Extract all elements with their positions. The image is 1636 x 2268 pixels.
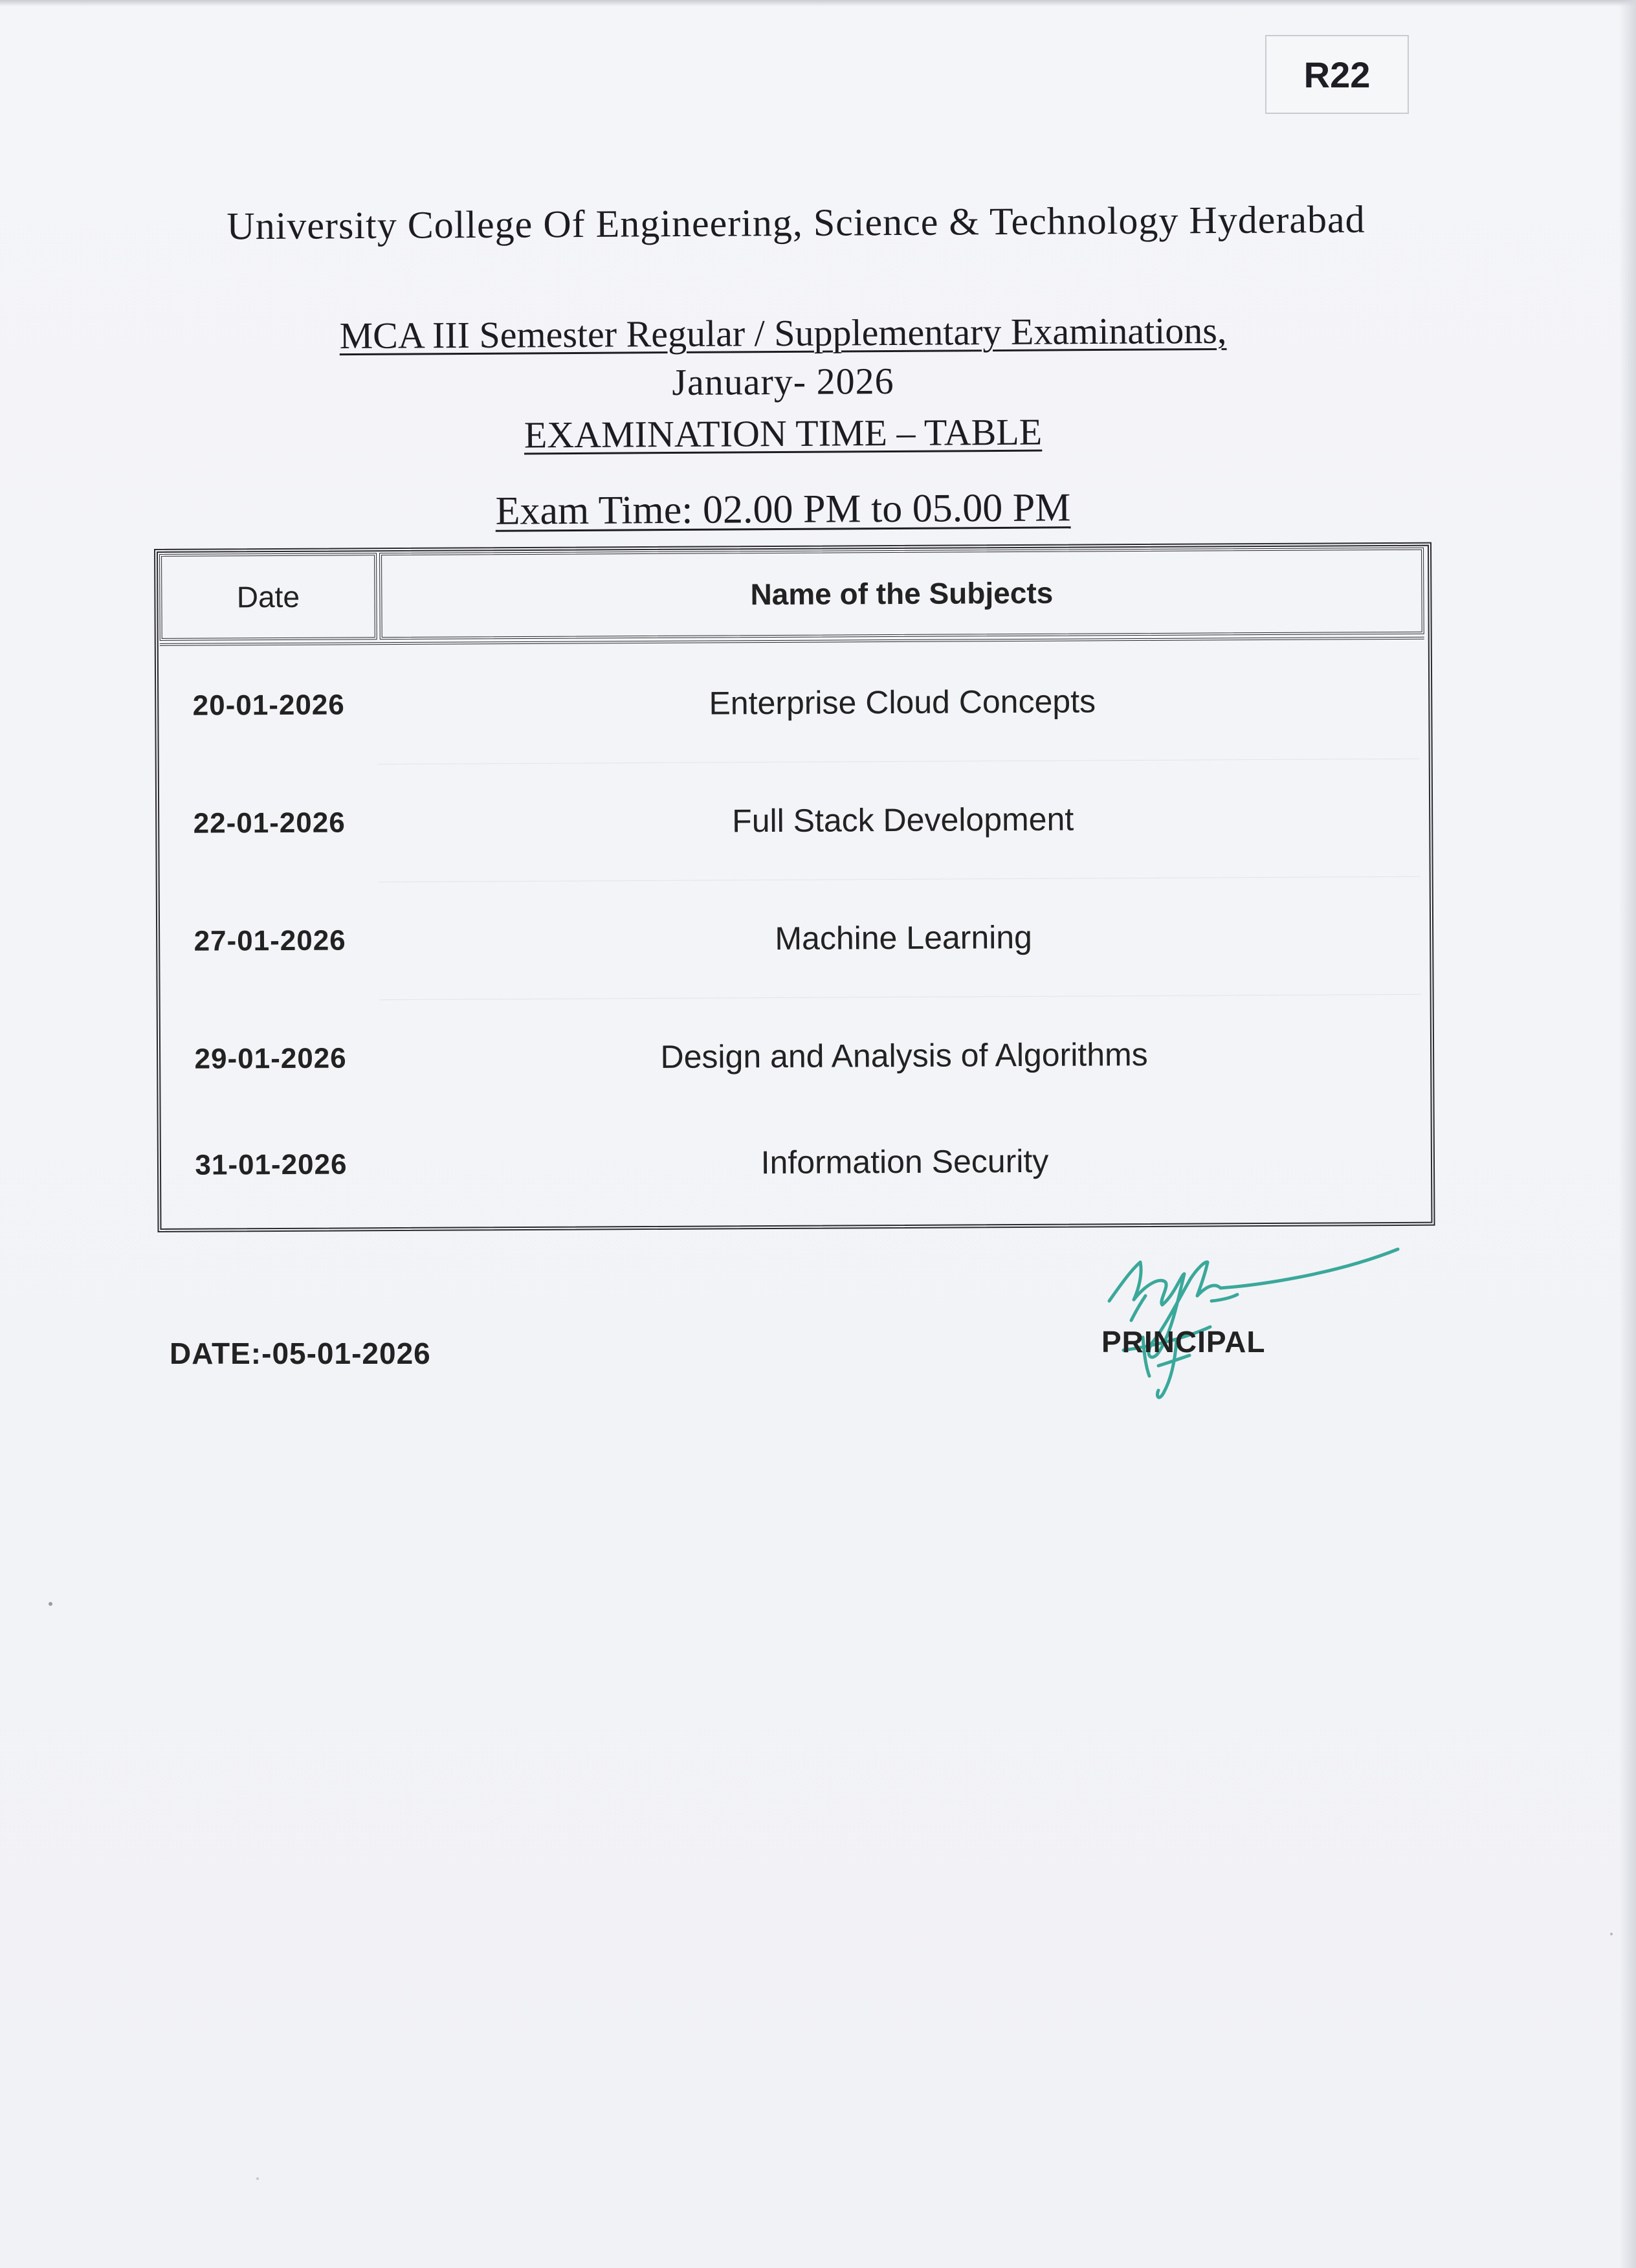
row-subject: Machine Learning <box>775 918 1033 957</box>
column-header-subject: Name of the Subjects <box>379 548 1424 639</box>
row-subject: Information Security <box>760 1142 1049 1181</box>
row-subject: Full Stack Development <box>732 801 1074 839</box>
row-subject: Enterprise Cloud Concepts <box>709 683 1096 722</box>
regulation-code: R22 <box>1303 54 1371 95</box>
exam-time-text: Exam Time: 02.00 PM to 05.00 PM <box>495 485 1071 533</box>
principal-label: PRINCIPAL <box>1101 1325 1266 1359</box>
row-date: 20-01-2026 <box>192 689 345 722</box>
exam-month-year: January- 2026 <box>672 359 894 404</box>
column-header-date: Date <box>159 553 377 641</box>
college-name: University College Of Engineering, Science & Technology Hyderabad <box>227 197 1365 248</box>
row-date: 31-01-2026 <box>195 1148 348 1181</box>
timetable-title-text: EXAMINATION TIME – TABLE <box>524 410 1043 456</box>
row-subject: Design and Analysis of Algorithms <box>660 1036 1148 1075</box>
exam-title-text: MCA III Semester Regular / Supplementary Examinations, <box>339 309 1227 357</box>
row-date: 22-01-2026 <box>193 806 346 839</box>
row-date: 27-01-2026 <box>193 924 346 957</box>
row-date: 29-01-2026 <box>194 1042 347 1075</box>
issue-date: DATE:-05-01-2026 <box>170 1337 431 1370</box>
